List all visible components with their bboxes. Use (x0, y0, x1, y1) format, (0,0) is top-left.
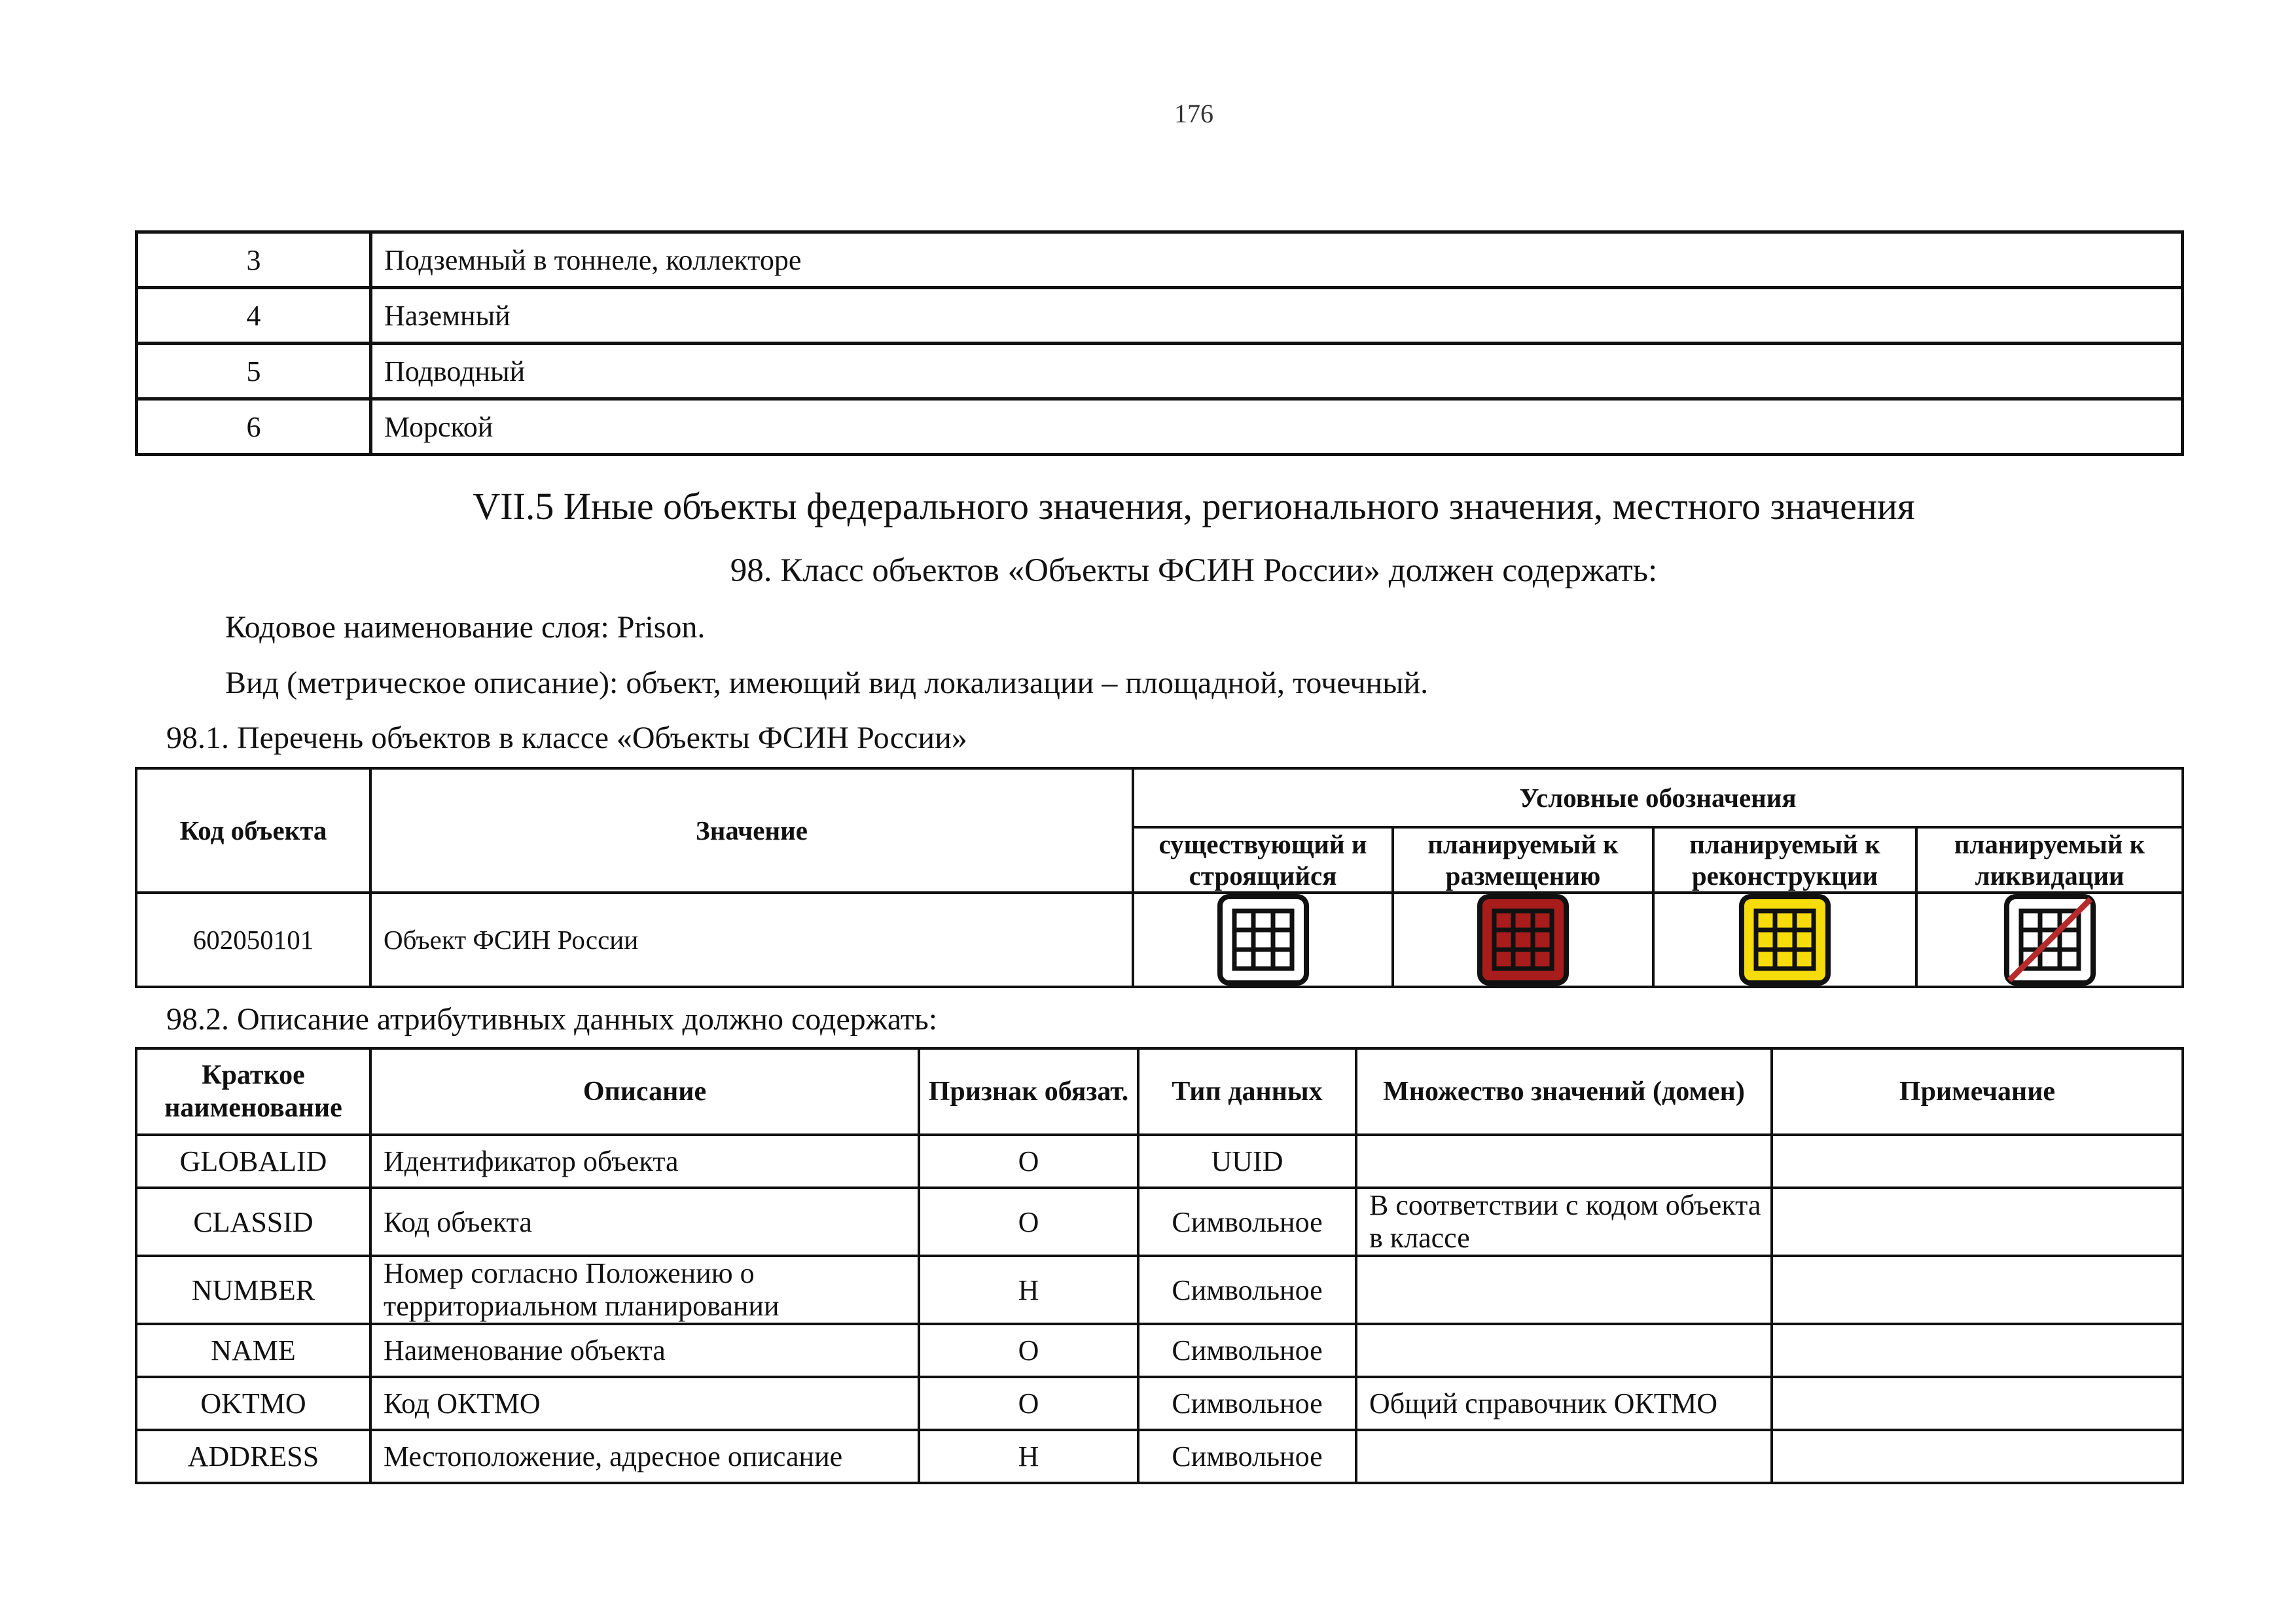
header-planned: планируемый к размещению (1393, 827, 1653, 893)
attr-domain (1356, 1256, 1772, 1324)
table-row (137, 399, 2183, 455)
attr-data-type: Символьное (1138, 1188, 1356, 1256)
table-row (136, 1377, 2183, 1430)
header-symbols: Условные обозначения (1133, 768, 2183, 827)
prison-symbol-liquidation-icon (2004, 894, 2096, 986)
header-domain: Множество значений (домен) (1356, 1048, 1772, 1135)
table-row (136, 1256, 2183, 1324)
attr-note (1772, 1324, 2183, 1377)
attr-domain: В соответствии с кодом объекта в классе (1356, 1188, 1772, 1256)
attr-description: Местоположение, адресное описание (370, 1430, 919, 1483)
attr-note (1772, 1188, 2183, 1256)
attr-short-name: NUMBER (136, 1256, 370, 1324)
prison-symbol-planned-icon (1477, 894, 1569, 986)
attr-short-name: NAME (136, 1324, 370, 1377)
attr-short-name: ADDRESS (136, 1430, 370, 1483)
attr-description: Идентификатор объекта (370, 1135, 919, 1188)
header-note: Примечание (1772, 1048, 2183, 1135)
objects-table (135, 767, 2184, 988)
attr-description: Код ОКТМО (370, 1377, 919, 1430)
header-data-type: Тип данных (1138, 1048, 1356, 1135)
attr-description: Наименование объекта (370, 1324, 919, 1377)
attr-short-name: GLOBALID (136, 1135, 370, 1188)
attr-domain (1356, 1430, 1772, 1483)
prison-symbol-reconstruction-icon (1739, 894, 1831, 986)
attr-short-name: OKTMO (136, 1377, 370, 1430)
attributes-table (135, 1047, 2184, 1484)
attributes-heading: 98.2. Описание атрибутивных данных должно содержать: (166, 1002, 938, 1037)
table-row (137, 232, 2183, 288)
attr-description: Код объекта (370, 1188, 919, 1256)
attr-data-type: Символьное (1138, 1324, 1356, 1377)
layer-code-line: Кодовое наименование слоя: Prison. (225, 610, 706, 645)
header-value: Значение (370, 768, 1133, 893)
row-value: Подводный (371, 344, 2183, 399)
attr-note (1772, 1377, 2183, 1430)
attr-required: О (919, 1377, 1138, 1430)
table-row (136, 1188, 2183, 1256)
table-row (136, 1135, 2183, 1188)
table-row (136, 893, 2183, 987)
attr-domain (1356, 1324, 1772, 1377)
table-row (137, 344, 2183, 399)
row-value: Наземный (371, 288, 2183, 344)
row-code: 4 (137, 288, 371, 344)
attr-data-type: UUID (1138, 1135, 1356, 1188)
table-row (137, 288, 2183, 344)
row-code: 6 (137, 399, 371, 455)
table-row (136, 1324, 2183, 1377)
attr-note (1772, 1256, 2183, 1324)
header-short-name: Краткое наименование (136, 1048, 370, 1135)
attr-required: О (919, 1135, 1138, 1188)
header-existing: существующий и строящийся (1133, 827, 1393, 893)
attr-short-name: CLASSID (136, 1188, 370, 1256)
symbol-cell-reconstruction (1653, 893, 1916, 987)
attr-domain (1356, 1135, 1772, 1188)
symbol-cell-existing (1133, 893, 1393, 987)
header-liquidation: планируемый к ликвидации (1916, 827, 2183, 893)
attr-data-type: Символьное (1138, 1256, 1356, 1324)
attr-note (1772, 1430, 2183, 1483)
attr-required: О (919, 1324, 1138, 1377)
upper-table (135, 230, 2184, 456)
header-description: Описание (370, 1048, 919, 1135)
attr-data-type: Символьное (1138, 1430, 1356, 1483)
header-required: Признак обязат. (919, 1048, 1138, 1135)
object-value: Объект ФСИН России (370, 893, 1133, 987)
symbol-cell-planned (1393, 893, 1653, 987)
attr-domain: Общий справочник ОКТМО (1356, 1377, 1772, 1430)
objects-list-heading: 98.1. Перечень объектов в классе «Объекты ФСИН России» (166, 721, 967, 755)
object-code: 602050101 (136, 893, 370, 987)
row-code: 3 (137, 232, 371, 288)
row-value: Морской (371, 399, 2183, 455)
attr-description: Номер согласно Положению о территориальном планировании (370, 1256, 919, 1324)
header-reconstruction: планируемый к реконструкции (1653, 827, 1916, 893)
header-code: Код объекта (136, 768, 370, 893)
attr-required: О (919, 1188, 1138, 1256)
symbol-cell-liquidation (1916, 893, 2183, 987)
attr-required: Н (919, 1256, 1138, 1324)
table-row (136, 1430, 2183, 1483)
class-heading: 98. Класс объектов «Объекты ФСИН России» должен содержать: (730, 552, 1658, 589)
section-heading: VII.5 Иные объекты федерального значения, регионального значения, местного значения (473, 485, 1915, 527)
row-code: 5 (137, 344, 371, 399)
attr-data-type: Символьное (1138, 1377, 1356, 1430)
row-value: Подземный в тоннеле, коллекторе (371, 232, 2183, 288)
prison-symbol-existing-icon (1217, 894, 1309, 986)
attr-note (1772, 1135, 2183, 1188)
metric-description-line: Вид (метрическое описание): объект, имеющий вид локализации – площадной, точечный. (225, 666, 1429, 700)
page-number: 176 (1174, 99, 1213, 128)
attr-required: Н (919, 1430, 1138, 1483)
